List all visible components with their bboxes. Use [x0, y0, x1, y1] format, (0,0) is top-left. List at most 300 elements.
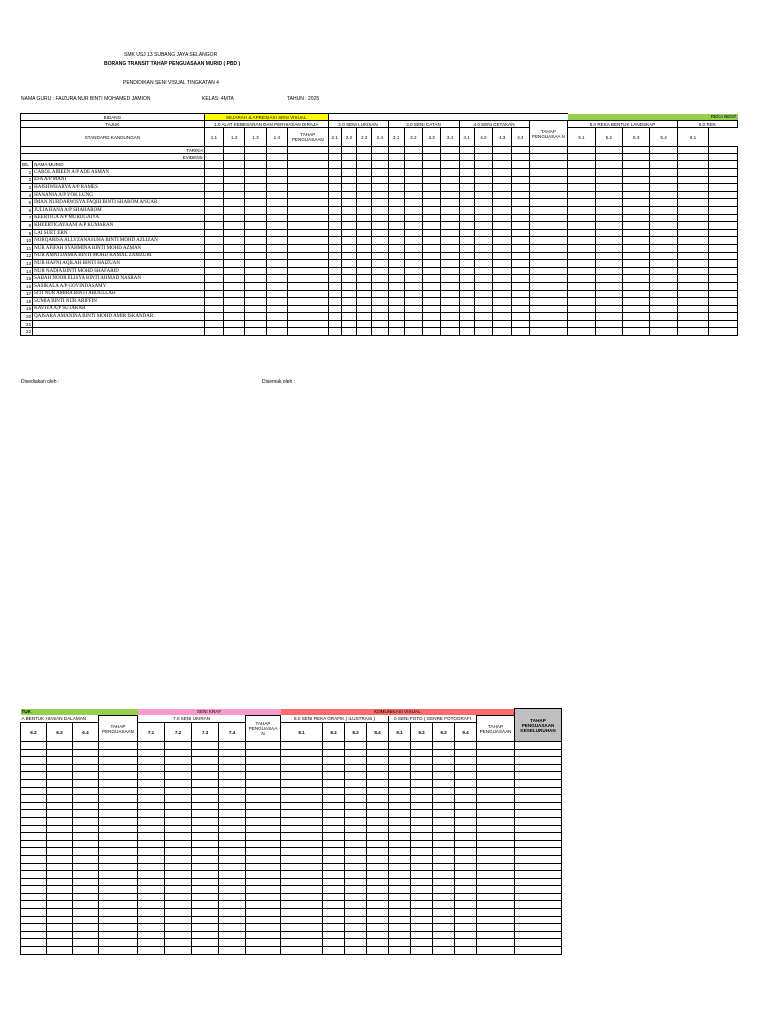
- score-cell[interactable]: [493, 237, 512, 245]
- score-cell[interactable]: [477, 742, 515, 750]
- score-cell[interactable]: [266, 313, 287, 321]
- score-cell[interactable]: [328, 328, 341, 336]
- score-cell[interactable]: [192, 802, 219, 810]
- score-cell[interactable]: [367, 893, 389, 901]
- score-cell[interactable]: [623, 313, 650, 321]
- score-cell[interactable]: [389, 825, 411, 833]
- score-cell[interactable]: [404, 206, 422, 214]
- score-cell[interactable]: [515, 802, 562, 810]
- score-cell[interactable]: [281, 909, 323, 917]
- score-cell[interactable]: [623, 252, 650, 260]
- score-cell[interactable]: [341, 237, 356, 245]
- score-cell[interactable]: [47, 810, 73, 818]
- score-cell[interactable]: [515, 810, 562, 818]
- score-cell[interactable]: [287, 305, 328, 313]
- score-cell[interactable]: [568, 290, 595, 298]
- score-cell[interactable]: [345, 802, 367, 810]
- score-cell[interactable]: [459, 313, 474, 321]
- score-cell[interactable]: [568, 184, 595, 192]
- score-cell[interactable]: [245, 229, 266, 237]
- score-cell[interactable]: [266, 290, 287, 298]
- empty-cell[interactable]: [677, 161, 708, 169]
- score-cell[interactable]: [367, 878, 389, 886]
- score-cell[interactable]: [219, 878, 246, 886]
- score-cell[interactable]: [357, 282, 372, 290]
- empty-cell[interactable]: [287, 154, 328, 161]
- score-cell[interactable]: [73, 863, 99, 871]
- score-cell[interactable]: [328, 267, 341, 275]
- score-cell[interactable]: [328, 305, 341, 313]
- empty-cell[interactable]: [441, 154, 459, 161]
- score-cell[interactable]: [595, 282, 622, 290]
- score-cell[interactable]: [423, 206, 441, 214]
- score-cell[interactable]: [423, 260, 441, 268]
- score-cell[interactable]: [281, 779, 323, 787]
- score-cell[interactable]: [245, 176, 266, 184]
- score-cell[interactable]: [455, 764, 477, 772]
- score-cell[interactable]: [529, 252, 568, 260]
- score-cell[interactable]: [73, 878, 99, 886]
- score-cell[interactable]: [367, 742, 389, 750]
- score-cell[interactable]: [404, 275, 422, 283]
- score-cell[interactable]: [165, 833, 192, 841]
- score-cell[interactable]: [367, 916, 389, 924]
- score-cell[interactable]: [441, 267, 459, 275]
- score-cell[interactable]: [367, 772, 389, 780]
- score-cell[interactable]: [345, 795, 367, 803]
- score-cell[interactable]: [281, 772, 323, 780]
- score-cell[interactable]: [433, 886, 455, 894]
- score-cell[interactable]: [165, 795, 192, 803]
- score-cell[interactable]: [441, 275, 459, 283]
- score-cell[interactable]: [512, 275, 529, 283]
- score-cell[interactable]: [650, 320, 677, 328]
- score-cell[interactable]: [389, 871, 411, 879]
- score-cell[interactable]: [328, 214, 341, 222]
- score-cell[interactable]: [677, 290, 708, 298]
- score-cell[interactable]: [165, 840, 192, 848]
- score-cell[interactable]: [287, 320, 328, 328]
- score-cell[interactable]: [345, 916, 367, 924]
- score-cell[interactable]: [21, 901, 47, 909]
- score-cell[interactable]: [455, 893, 477, 901]
- score-cell[interactable]: [21, 810, 47, 818]
- score-cell[interactable]: [367, 947, 389, 955]
- score-cell[interactable]: [204, 244, 223, 252]
- score-cell[interactable]: [323, 947, 345, 955]
- score-cell[interactable]: [266, 176, 287, 184]
- score-cell[interactable]: [709, 290, 738, 298]
- score-cell[interactable]: [493, 214, 512, 222]
- score-cell[interactable]: [99, 863, 138, 871]
- score-cell[interactable]: [474, 298, 492, 306]
- score-cell[interactable]: [512, 169, 529, 177]
- empty-cell[interactable]: [623, 147, 650, 154]
- score-cell[interactable]: [328, 298, 341, 306]
- score-cell[interactable]: [21, 833, 47, 841]
- score-cell[interactable]: [411, 886, 433, 894]
- score-cell[interactable]: [389, 795, 411, 803]
- score-cell[interactable]: [411, 909, 433, 917]
- score-cell[interactable]: [281, 855, 323, 863]
- empty-cell[interactable]: [245, 154, 266, 161]
- score-cell[interactable]: [204, 199, 223, 207]
- score-cell[interactable]: [341, 298, 356, 306]
- score-cell[interactable]: [493, 184, 512, 192]
- score-cell[interactable]: [595, 206, 622, 214]
- score-cell[interactable]: [281, 742, 323, 750]
- score-cell[interactable]: [245, 267, 266, 275]
- score-cell[interactable]: [389, 863, 411, 871]
- score-cell[interactable]: [21, 772, 47, 780]
- score-cell[interactable]: [323, 749, 345, 757]
- score-cell[interactable]: [529, 244, 568, 252]
- score-cell[interactable]: [281, 878, 323, 886]
- score-cell[interactable]: [73, 939, 99, 947]
- score-cell[interactable]: [515, 779, 562, 787]
- score-cell[interactable]: [73, 840, 99, 848]
- score-cell[interactable]: [266, 222, 287, 230]
- score-cell[interactable]: [341, 252, 356, 260]
- score-cell[interactable]: [433, 810, 455, 818]
- score-cell[interactable]: [677, 214, 708, 222]
- score-cell[interactable]: [266, 244, 287, 252]
- score-cell[interactable]: [99, 840, 138, 848]
- score-cell[interactable]: [224, 244, 245, 252]
- empty-cell[interactable]: [357, 161, 372, 169]
- score-cell[interactable]: [192, 757, 219, 765]
- score-cell[interactable]: [623, 199, 650, 207]
- score-cell[interactable]: [372, 313, 388, 321]
- score-cell[interactable]: [477, 931, 515, 939]
- score-cell[interactable]: [404, 313, 422, 321]
- score-cell[interactable]: [192, 916, 219, 924]
- score-cell[interactable]: [165, 749, 192, 757]
- score-cell[interactable]: [677, 176, 708, 184]
- score-cell[interactable]: [433, 779, 455, 787]
- score-cell[interactable]: [404, 169, 422, 177]
- score-cell[interactable]: [73, 901, 99, 909]
- score-cell[interactable]: [459, 222, 474, 230]
- empty-cell[interactable]: [568, 154, 595, 161]
- score-cell[interactable]: [341, 229, 356, 237]
- score-cell[interactable]: [595, 214, 622, 222]
- score-cell[interactable]: [341, 184, 356, 192]
- score-cell[interactable]: [529, 199, 568, 207]
- score-cell[interactable]: [287, 169, 328, 177]
- score-cell[interactable]: [477, 916, 515, 924]
- score-cell[interactable]: [677, 328, 708, 336]
- score-cell[interactable]: [219, 779, 246, 787]
- score-cell[interactable]: [323, 764, 345, 772]
- score-cell[interactable]: [529, 237, 568, 245]
- empty-cell[interactable]: [266, 154, 287, 161]
- empty-cell[interactable]: [341, 161, 356, 169]
- score-cell[interactable]: [529, 184, 568, 192]
- score-cell[interactable]: [515, 924, 562, 932]
- score-cell[interactable]: [21, 909, 47, 917]
- empty-cell[interactable]: [623, 154, 650, 161]
- score-cell[interactable]: [389, 787, 411, 795]
- score-cell[interactable]: [677, 222, 708, 230]
- score-cell[interactable]: [328, 191, 341, 199]
- score-cell[interactable]: [21, 817, 47, 825]
- score-cell[interactable]: [388, 267, 404, 275]
- score-cell[interactable]: [47, 742, 73, 750]
- score-cell[interactable]: [423, 229, 441, 237]
- score-cell[interactable]: [138, 909, 165, 917]
- score-cell[interactable]: [219, 795, 246, 803]
- score-cell[interactable]: [328, 169, 341, 177]
- score-cell[interactable]: [388, 191, 404, 199]
- score-cell[interactable]: [266, 237, 287, 245]
- score-cell[interactable]: [529, 260, 568, 268]
- score-cell[interactable]: [529, 176, 568, 184]
- score-cell[interactable]: [323, 931, 345, 939]
- score-cell[interactable]: [709, 222, 738, 230]
- score-cell[interactable]: [433, 909, 455, 917]
- score-cell[interactable]: [493, 176, 512, 184]
- score-cell[interactable]: [323, 825, 345, 833]
- score-cell[interactable]: [345, 749, 367, 757]
- empty-cell[interactable]: [341, 154, 356, 161]
- score-cell[interactable]: [411, 848, 433, 856]
- score-cell[interactable]: [529, 191, 568, 199]
- score-cell[interactable]: [138, 840, 165, 848]
- score-cell[interactable]: [433, 802, 455, 810]
- score-cell[interactable]: [529, 222, 568, 230]
- score-cell[interactable]: [493, 206, 512, 214]
- score-cell[interactable]: [477, 893, 515, 901]
- score-cell[interactable]: [245, 313, 266, 321]
- score-cell[interactable]: [515, 878, 562, 886]
- score-cell[interactable]: [459, 260, 474, 268]
- score-cell[interactable]: [246, 848, 281, 856]
- score-cell[interactable]: [404, 237, 422, 245]
- score-cell[interactable]: [357, 184, 372, 192]
- score-cell[interactable]: [474, 169, 492, 177]
- score-cell[interactable]: [388, 275, 404, 283]
- score-cell[interactable]: [595, 252, 622, 260]
- score-cell[interactable]: [345, 779, 367, 787]
- score-cell[interactable]: [568, 169, 595, 177]
- score-cell[interactable]: [411, 795, 433, 803]
- score-cell[interactable]: [677, 206, 708, 214]
- score-cell[interactable]: [474, 290, 492, 298]
- empty-cell[interactable]: [709, 161, 738, 169]
- score-cell[interactable]: [138, 947, 165, 955]
- score-cell[interactable]: [433, 931, 455, 939]
- score-cell[interactable]: [328, 275, 341, 283]
- score-cell[interactable]: [341, 313, 356, 321]
- score-cell[interactable]: [341, 199, 356, 207]
- score-cell[interactable]: [357, 290, 372, 298]
- score-cell[interactable]: [423, 222, 441, 230]
- score-cell[interactable]: [246, 901, 281, 909]
- score-cell[interactable]: [367, 795, 389, 803]
- score-cell[interactable]: [323, 924, 345, 932]
- score-cell[interactable]: [404, 214, 422, 222]
- score-cell[interactable]: [367, 909, 389, 917]
- score-cell[interactable]: [165, 871, 192, 879]
- score-cell[interactable]: [677, 320, 708, 328]
- score-cell[interactable]: [219, 817, 246, 825]
- score-cell[interactable]: [204, 282, 223, 290]
- score-cell[interactable]: [204, 305, 223, 313]
- score-cell[interactable]: [493, 328, 512, 336]
- empty-cell[interactable]: [459, 154, 474, 161]
- score-cell[interactable]: [99, 901, 138, 909]
- score-cell[interactable]: [47, 886, 73, 894]
- score-cell[interactable]: [459, 275, 474, 283]
- score-cell[interactable]: [99, 909, 138, 917]
- score-cell[interactable]: [204, 298, 223, 306]
- score-cell[interactable]: [515, 863, 562, 871]
- score-cell[interactable]: [568, 282, 595, 290]
- score-cell[interactable]: [21, 742, 47, 750]
- score-cell[interactable]: [219, 863, 246, 871]
- score-cell[interactable]: [224, 176, 245, 184]
- score-cell[interactable]: [441, 206, 459, 214]
- score-cell[interactable]: [281, 825, 323, 833]
- score-cell[interactable]: [281, 817, 323, 825]
- score-cell[interactable]: [474, 267, 492, 275]
- score-cell[interactable]: [266, 184, 287, 192]
- score-cell[interactable]: [246, 855, 281, 863]
- empty-cell[interactable]: [388, 154, 404, 161]
- score-cell[interactable]: [367, 886, 389, 894]
- score-cell[interactable]: [224, 298, 245, 306]
- score-cell[interactable]: [345, 947, 367, 955]
- score-cell[interactable]: [515, 939, 562, 947]
- score-cell[interactable]: [246, 817, 281, 825]
- score-cell[interactable]: [433, 817, 455, 825]
- empty-cell[interactable]: [245, 147, 266, 154]
- score-cell[interactable]: [372, 275, 388, 283]
- score-cell[interactable]: [165, 947, 192, 955]
- score-cell[interactable]: [372, 267, 388, 275]
- score-cell[interactable]: [328, 313, 341, 321]
- score-cell[interactable]: [459, 290, 474, 298]
- score-cell[interactable]: [493, 267, 512, 275]
- score-cell[interactable]: [623, 328, 650, 336]
- score-cell[interactable]: [341, 275, 356, 283]
- score-cell[interactable]: [477, 901, 515, 909]
- score-cell[interactable]: [47, 871, 73, 879]
- score-cell[interactable]: [477, 939, 515, 947]
- score-cell[interactable]: [281, 863, 323, 871]
- score-cell[interactable]: [423, 237, 441, 245]
- score-cell[interactable]: [246, 802, 281, 810]
- score-cell[interactable]: [281, 787, 323, 795]
- score-cell[interactable]: [623, 282, 650, 290]
- score-cell[interactable]: [367, 787, 389, 795]
- score-cell[interactable]: [341, 222, 356, 230]
- score-cell[interactable]: [21, 863, 47, 871]
- score-cell[interactable]: [568, 206, 595, 214]
- score-cell[interactable]: [433, 787, 455, 795]
- score-cell[interactable]: [389, 810, 411, 818]
- score-cell[interactable]: [709, 184, 738, 192]
- score-cell[interactable]: [47, 909, 73, 917]
- score-cell[interactable]: [281, 848, 323, 856]
- empty-cell[interactable]: [357, 147, 372, 154]
- score-cell[interactable]: [21, 757, 47, 765]
- score-cell[interactable]: [623, 320, 650, 328]
- score-cell[interactable]: [459, 214, 474, 222]
- score-cell[interactable]: [433, 893, 455, 901]
- score-cell[interactable]: [388, 206, 404, 214]
- score-cell[interactable]: [245, 222, 266, 230]
- score-cell[interactable]: [623, 184, 650, 192]
- score-cell[interactable]: [192, 886, 219, 894]
- score-cell[interactable]: [323, 939, 345, 947]
- score-cell[interactable]: [388, 199, 404, 207]
- score-cell[interactable]: [345, 742, 367, 750]
- score-cell[interactable]: [389, 901, 411, 909]
- score-cell[interactable]: [515, 764, 562, 772]
- score-cell[interactable]: [266, 191, 287, 199]
- score-cell[interactable]: [99, 931, 138, 939]
- score-cell[interactable]: [341, 282, 356, 290]
- score-cell[interactable]: [219, 931, 246, 939]
- score-cell[interactable]: [341, 206, 356, 214]
- score-cell[interactable]: [323, 833, 345, 841]
- score-cell[interactable]: [404, 282, 422, 290]
- score-cell[interactable]: [477, 757, 515, 765]
- score-cell[interactable]: [47, 947, 73, 955]
- score-cell[interactable]: [389, 802, 411, 810]
- score-cell[interactable]: [73, 749, 99, 757]
- score-cell[interactable]: [224, 252, 245, 260]
- score-cell[interactable]: [388, 237, 404, 245]
- score-cell[interactable]: [433, 757, 455, 765]
- score-cell[interactable]: [21, 855, 47, 863]
- score-cell[interactable]: [281, 833, 323, 841]
- score-cell[interactable]: [441, 320, 459, 328]
- score-cell[interactable]: [433, 924, 455, 932]
- score-cell[interactable]: [192, 840, 219, 848]
- score-cell[interactable]: [224, 328, 245, 336]
- empty-cell[interactable]: [709, 154, 738, 161]
- score-cell[interactable]: [192, 810, 219, 818]
- score-cell[interactable]: [357, 222, 372, 230]
- score-cell[interactable]: [423, 320, 441, 328]
- score-cell[interactable]: [323, 795, 345, 803]
- score-cell[interactable]: [459, 298, 474, 306]
- score-cell[interactable]: [73, 893, 99, 901]
- score-cell[interactable]: [515, 947, 562, 955]
- score-cell[interactable]: [404, 222, 422, 230]
- score-cell[interactable]: [287, 176, 328, 184]
- score-cell[interactable]: [433, 855, 455, 863]
- score-cell[interactable]: [709, 199, 738, 207]
- score-cell[interactable]: [323, 810, 345, 818]
- score-cell[interactable]: [477, 871, 515, 879]
- score-cell[interactable]: [459, 229, 474, 237]
- empty-cell[interactable]: [204, 161, 223, 169]
- score-cell[interactable]: [455, 931, 477, 939]
- score-cell[interactable]: [455, 924, 477, 932]
- score-cell[interactable]: [47, 757, 73, 765]
- score-cell[interactable]: [192, 817, 219, 825]
- score-cell[interactable]: [357, 275, 372, 283]
- score-cell[interactable]: [433, 939, 455, 947]
- score-cell[interactable]: [388, 252, 404, 260]
- score-cell[interactable]: [441, 313, 459, 321]
- score-cell[interactable]: [459, 237, 474, 245]
- score-cell[interactable]: [47, 764, 73, 772]
